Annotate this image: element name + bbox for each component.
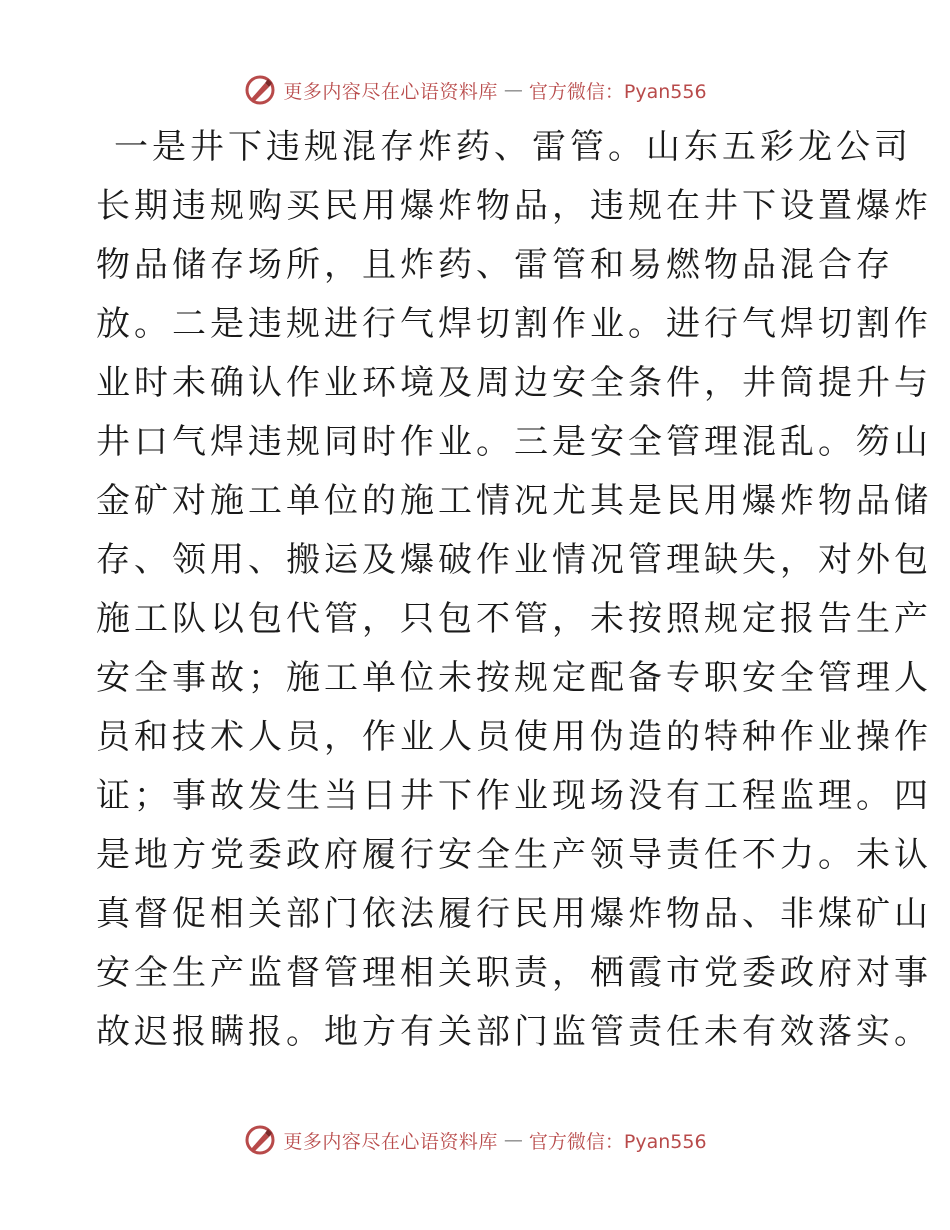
- body-line: 井口气焊违规同时作业。三是安全管理混乱。笏山: [96, 422, 932, 462]
- body-line: 证；事故发生当日井下作业现场没有工程监理。四: [96, 776, 932, 816]
- body-line: 员和技术人员，作业人员使用伪造的特种作业操作: [96, 717, 932, 757]
- header-wechat: 官方微信：Pyan556: [528, 80, 707, 103]
- header-slogan: 更多内容尽在心语资料库: [283, 80, 498, 103]
- body-line: 是地方党委政府履行安全生产领导责任不力。未认: [96, 835, 932, 875]
- body-line: 安全生产监督管理相关职责，栖霞市党委政府对事: [96, 953, 932, 993]
- body-line: 物品储存场所，且炸药、雷管和易燃物品混合存: [96, 245, 894, 285]
- body-line: 安全事故；施工单位未按规定配备专职安全管理人: [96, 658, 932, 698]
- header-banner: [0, 70, 950, 110]
- pen-logo-icon: [243, 1123, 277, 1157]
- body-line: 故迟报瞒报。地方有关部门监管责任未有效落实。: [96, 1012, 932, 1052]
- body-line: 存、领用、搬运及爆破作业情况管理缺失，对外包: [96, 540, 932, 580]
- body-line: 一是井下违规混存炸药、雷管。山东五彩龙公司: [114, 127, 912, 167]
- footer-dash: —: [503, 1129, 523, 1151]
- body-line: 放。二是违规进行气焊切割作业。进行气焊切割作: [96, 304, 932, 344]
- header-dash: —: [503, 79, 523, 101]
- pen-logo-icon: [243, 73, 277, 107]
- body-line: 施工队以包代管，只包不管，未按照规定报告生产: [96, 599, 932, 639]
- footer-slogan: 更多内容尽在心语资料库: [283, 1130, 498, 1153]
- body-line: 金矿对施工单位的施工情况尤其是民用爆炸物品储: [96, 481, 932, 521]
- body-line: 长期违规购买民用爆炸物品，违规在井下设置爆炸: [96, 186, 932, 226]
- footer-banner: [0, 1120, 950, 1160]
- footer-wechat: 官方微信：Pyan556: [528, 1130, 707, 1153]
- body-line: 真督促相关部门依法履行民用爆炸物品、非煤矿山: [96, 894, 932, 934]
- body-line: 业时未确认作业环境及周边安全条件，井筒提升与: [96, 363, 932, 403]
- document-body: [96, 118, 932, 1062]
